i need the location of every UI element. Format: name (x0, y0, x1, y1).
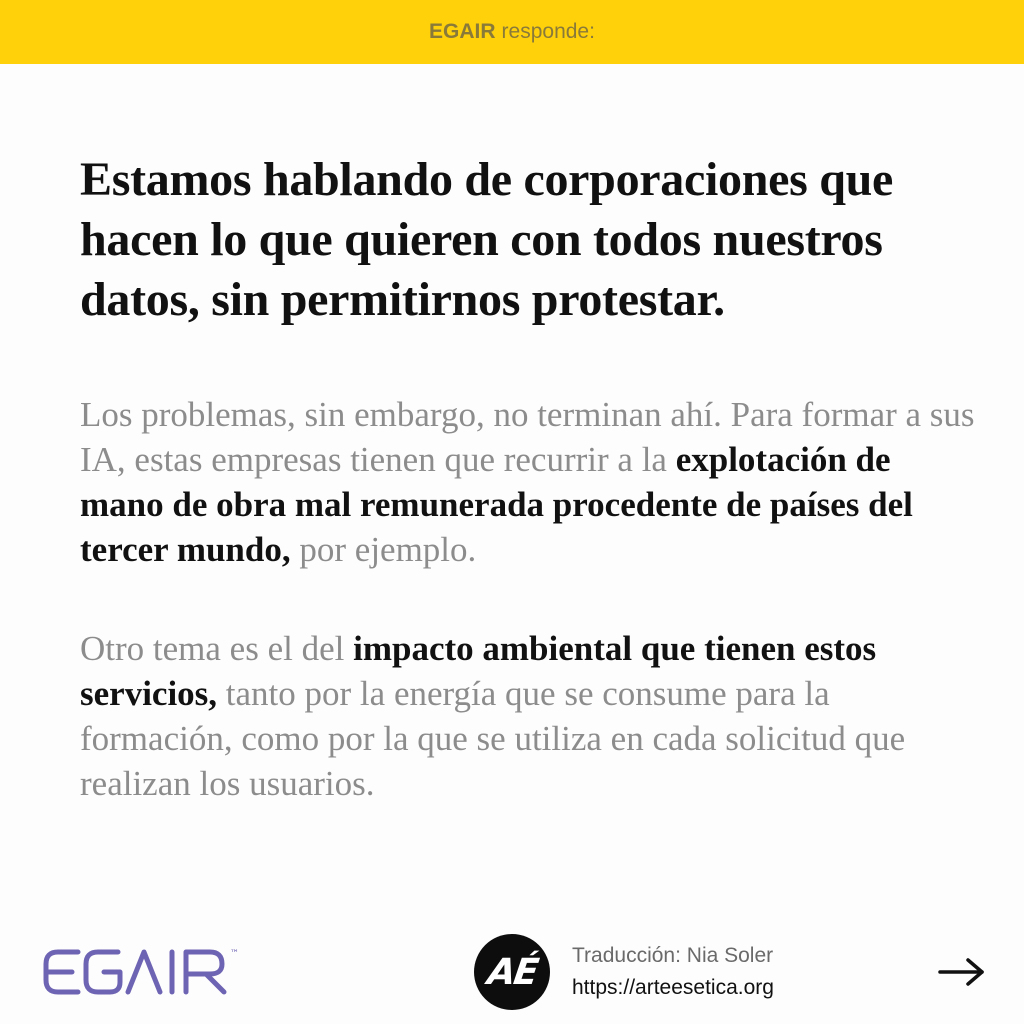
header-bar (0, 0, 1024, 64)
paragraph-environment-highlight: impacto ambiental que tienen estos servicios, (80, 629, 877, 713)
ae-badge-logo (474, 934, 550, 1010)
header-suffix: responde: (501, 20, 595, 43)
paragraph-environment (80, 626, 980, 806)
paragraph-environment-text-1: Otro tema es el del (80, 629, 354, 668)
website-link[interactable]: https://arteesetica.org (572, 976, 774, 999)
paragraph-labor-text-2: por ejemplo. (290, 530, 477, 569)
paragraph-labor-text-1: Los problemas, sin embargo, no terminan ahí. Para formar a sus IA, estas empresas tienen que recurrir a la (80, 395, 975, 479)
egair-logo (40, 944, 250, 1000)
logo-trademark: ™ (230, 949, 239, 959)
header-brand: EGAIR (429, 20, 496, 43)
headline: Estamos hablando de corporaciones que hacen lo que quieren con todos nuestros datos, sin permitirnos protestar. (80, 153, 893, 326)
arrow-right-icon[interactable] (936, 952, 988, 992)
credits (572, 940, 774, 1004)
translator-credit: Traducción: Nia Soler (572, 944, 774, 967)
paragraph-environment-text-2: tanto por la energía que se consume para la formación, como por la que se utiliza en cada solicitud que realizan los usuarios. (80, 674, 906, 803)
paragraph-labor (80, 392, 980, 572)
paragraph-labor-highlight: explotación de mano de obra mal remunerada procedente de países del tercer mundo, (80, 440, 913, 569)
ae-badge-text: AÉ (484, 951, 540, 993)
